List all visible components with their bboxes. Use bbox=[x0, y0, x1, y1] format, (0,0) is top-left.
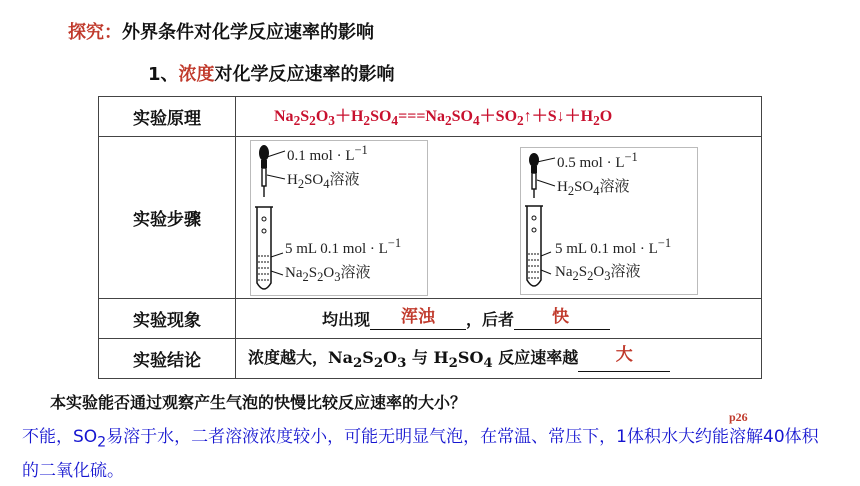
page-title bbox=[68, 18, 374, 44]
blank-answer-text: 浑浊 bbox=[401, 307, 436, 327]
blank-answer-text: 大 bbox=[615, 344, 633, 365]
eq-part: Na bbox=[274, 108, 294, 126]
t: S bbox=[362, 348, 374, 368]
answer-blank[interactable] bbox=[370, 309, 466, 330]
conclusion-cell bbox=[236, 339, 762, 379]
answer-blank[interactable] bbox=[514, 309, 610, 330]
t: 溶液 bbox=[340, 265, 371, 281]
row-header-principle: 实验原理 bbox=[99, 97, 236, 137]
t: 2 bbox=[373, 355, 384, 372]
t: S bbox=[308, 265, 318, 281]
left-acid-concentration bbox=[287, 143, 368, 165]
t: 2 bbox=[297, 177, 305, 191]
eq-part: S bbox=[300, 108, 310, 126]
eq-sub: 2 bbox=[309, 113, 316, 129]
t: SO bbox=[304, 172, 324, 188]
t: O bbox=[323, 265, 335, 281]
table-row-principle bbox=[99, 97, 762, 137]
table-row-steps bbox=[99, 137, 762, 299]
eq-part: O bbox=[315, 108, 329, 126]
t: O bbox=[383, 348, 398, 368]
t: Na bbox=[555, 264, 573, 280]
right-acid-concentration bbox=[557, 150, 638, 172]
eq-part: ===Na bbox=[398, 108, 445, 126]
t: 溶液 bbox=[610, 264, 641, 280]
t: 5 mL 0.1 mol · L bbox=[285, 241, 388, 257]
discussion-question: 本实验能否通过观察产生气泡的快慢比较反应速率的大小？ bbox=[50, 393, 467, 412]
blank-answer-text: 快 bbox=[552, 307, 570, 327]
t: Na bbox=[285, 265, 303, 281]
t: 浓度越大，Na bbox=[248, 348, 353, 368]
right-acid-name bbox=[557, 175, 630, 199]
t: 2 bbox=[587, 269, 594, 283]
row-header-steps: 实验步骤 bbox=[99, 137, 236, 299]
left-apparatus-panel bbox=[250, 140, 428, 296]
page-reference: p26 bbox=[729, 410, 748, 424]
steps-cell bbox=[236, 137, 762, 299]
eq-part: ＋H bbox=[334, 108, 364, 126]
row-header-phenomenon: 实验现象 bbox=[99, 299, 236, 339]
title-text: 外界条件对化学反应速率的影响 bbox=[122, 22, 374, 43]
t: 2 bbox=[448, 355, 458, 372]
t: H bbox=[557, 179, 568, 195]
t: 不能，SO bbox=[22, 427, 98, 447]
conc-text: 0.1 mol · L bbox=[287, 148, 355, 164]
answer-blank[interactable] bbox=[578, 344, 670, 372]
t: 3 bbox=[604, 269, 611, 283]
eq-sub: 2 bbox=[517, 113, 524, 129]
t: 2 bbox=[572, 269, 579, 283]
right-salt-concentration bbox=[555, 236, 671, 258]
t: 2 bbox=[567, 184, 575, 198]
left-salt-name bbox=[285, 261, 370, 285]
left-salt-concentration bbox=[285, 236, 401, 258]
t: 2 bbox=[302, 270, 309, 284]
right-apparatus-panel bbox=[520, 147, 698, 295]
eq-part: ↑＋S↓＋H bbox=[523, 108, 594, 126]
t: 2 bbox=[97, 434, 107, 451]
eq-sub: 3 bbox=[328, 113, 335, 129]
t: 2 bbox=[317, 270, 324, 284]
eq-part: ＋SO bbox=[479, 108, 518, 126]
t: 0.5 mol · L bbox=[557, 155, 625, 171]
t: 4 bbox=[483, 355, 493, 372]
experiment-table bbox=[98, 96, 762, 379]
exp: −1 bbox=[354, 143, 368, 157]
eq-sub: 2 bbox=[593, 113, 600, 129]
t: 反应速率越 bbox=[492, 348, 579, 368]
t: SO bbox=[574, 179, 594, 195]
subtitle-prefix: 1、 bbox=[148, 64, 179, 85]
t: S bbox=[578, 264, 588, 280]
phenomenon-cell bbox=[236, 299, 762, 339]
table-row-conclusion bbox=[99, 339, 762, 379]
t: O bbox=[593, 264, 605, 280]
title-lead: 探究： bbox=[68, 22, 122, 43]
answer-text bbox=[22, 423, 830, 486]
t: 4 bbox=[593, 184, 600, 198]
phenomenon-text: 均出现 bbox=[322, 310, 371, 329]
subtitle-highlight: 浓度 bbox=[178, 64, 215, 85]
t: SO bbox=[457, 348, 484, 368]
reaction-equation bbox=[236, 97, 762, 137]
eq-sub: 4 bbox=[391, 113, 399, 129]
subtitle-rest: 对化学反应速率的影响 bbox=[214, 64, 395, 85]
t: 与 H bbox=[406, 348, 449, 368]
table-row-phenomenon bbox=[99, 299, 762, 339]
eq-part: O bbox=[599, 108, 613, 126]
t: 2 bbox=[353, 355, 363, 372]
eq-sub: 2 bbox=[293, 113, 301, 129]
eq-sub: 2 bbox=[363, 113, 371, 129]
section-subtitle bbox=[148, 60, 395, 86]
t: 溶液 bbox=[329, 172, 360, 188]
t: 4 bbox=[323, 177, 330, 191]
t: 3 bbox=[334, 270, 341, 284]
row-header-conclusion: 实验结论 bbox=[99, 339, 236, 379]
phenomenon-text: ，后者 bbox=[466, 310, 515, 329]
eq-part: SO bbox=[451, 108, 473, 126]
left-acid-name bbox=[287, 168, 360, 192]
t: −1 bbox=[387, 236, 402, 250]
t: 3 bbox=[397, 355, 407, 372]
t: 5 mL 0.1 mol · L bbox=[555, 241, 658, 257]
t: −1 bbox=[657, 236, 672, 250]
eq-part: SO bbox=[370, 108, 392, 126]
t: −1 bbox=[624, 150, 638, 164]
eq-sub: 4 bbox=[473, 113, 480, 129]
t: H bbox=[287, 172, 298, 188]
eq-sub: 2 bbox=[444, 113, 452, 129]
right-salt-name bbox=[555, 260, 640, 284]
t: 易溶于水，二者溶液浓度较小，可能无明显气泡，在常温、常压下，1体积水大约能溶解40体积的二氧化硫。 bbox=[22, 427, 819, 482]
t: 溶液 bbox=[599, 179, 630, 195]
